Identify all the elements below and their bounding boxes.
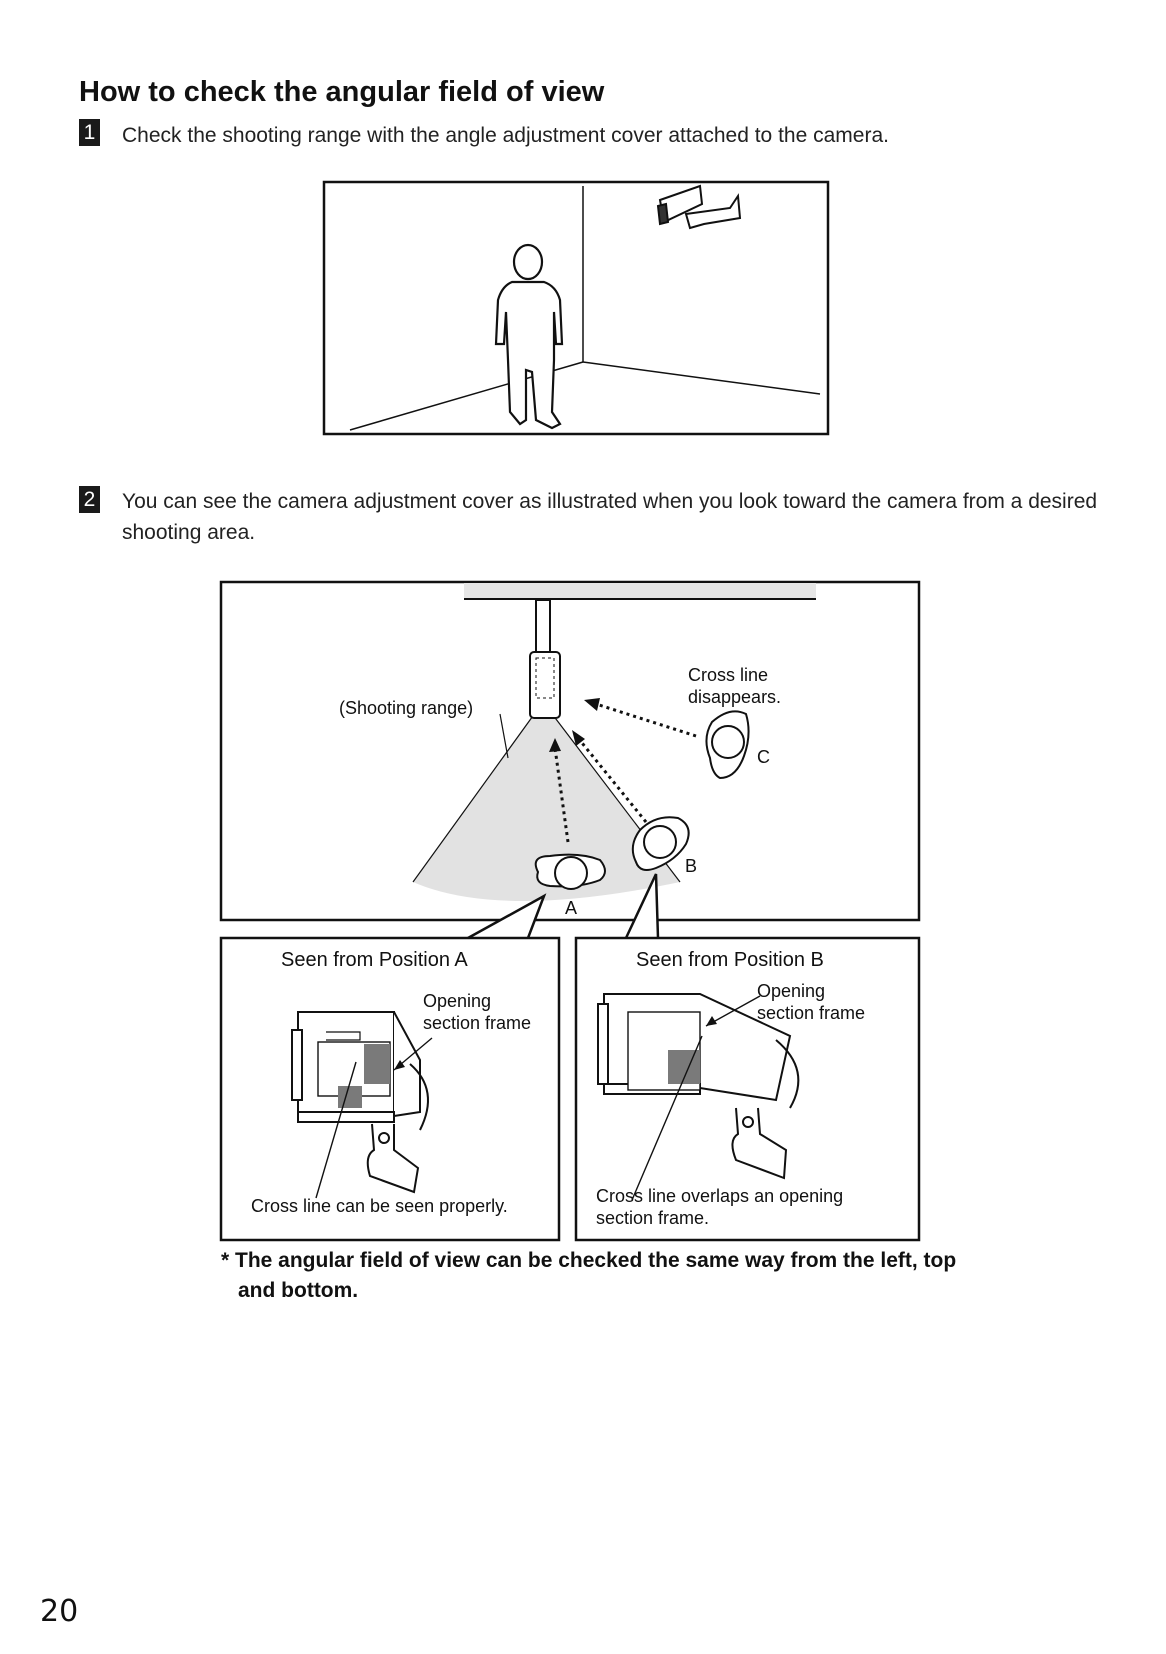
- person-figure-icon: [496, 245, 562, 428]
- opening-frame-a: [364, 1044, 390, 1084]
- step-1-number: 1: [79, 119, 100, 146]
- panel-a-caption: Cross line can be seen properly.: [251, 1196, 508, 1216]
- position-b-label: B: [685, 856, 698, 876]
- page-title: How to check the angular field of view: [79, 76, 605, 108]
- top-view-diagram: [221, 582, 919, 920]
- position-a-label: A: [565, 898, 578, 918]
- panel-b-caption: Cross line overlaps an opening section frame.: [596, 1186, 844, 1228]
- shooting-range-label: (Shooting range): [339, 698, 474, 718]
- step-2-text: You can see the camera adjustment cover as illustrated when you look toward the camera from a desired shooting area.: [122, 490, 1098, 544]
- ceiling-mount-pole: [536, 600, 550, 652]
- page-number: 20: [40, 1594, 79, 1629]
- camera-with-bracket-icon: [658, 186, 740, 228]
- person-b-icon: [633, 817, 689, 870]
- room-illustration: [324, 182, 828, 434]
- person-c-icon: [706, 711, 748, 778]
- step-2-number: 2: [79, 486, 100, 513]
- panel-a-opening-label: Opening section frame: [423, 991, 532, 1033]
- panel-a-title: Seen from Position A: [281, 949, 468, 971]
- position-c-label: C: [757, 747, 770, 767]
- camera-top-view: [530, 652, 560, 718]
- camera-front-view-a-icon: [292, 1012, 428, 1192]
- footnote: * The angular field of view can be checked the same way from the left, top and bottom.: [221, 1249, 957, 1302]
- panel-b-title: Seen from Position B: [636, 949, 824, 971]
- panel-b-opening-label: Opening section frame: [757, 981, 866, 1023]
- cross-line-disappears-label: Cross line disappears.: [688, 665, 782, 707]
- step-1-text: Check the shooting range with the angle adjustment cover attached to the camera.: [122, 124, 889, 147]
